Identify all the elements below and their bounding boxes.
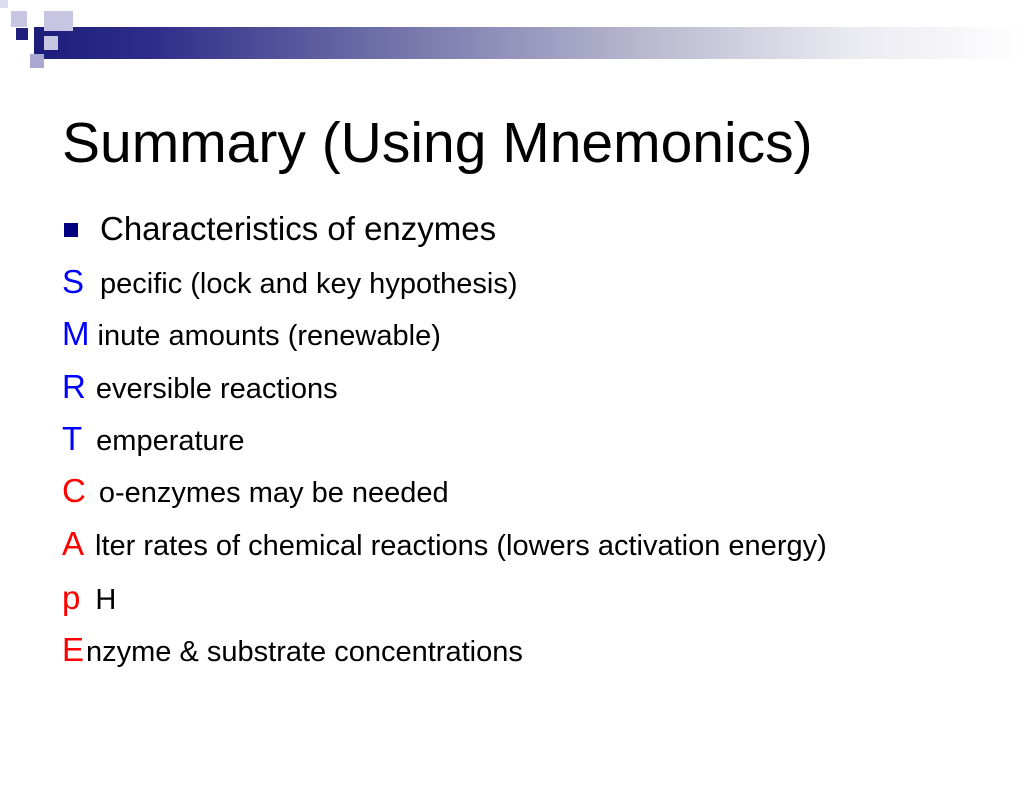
- mnemonic-text: pecific (lock and key hypothesis): [100, 268, 518, 300]
- decorative-square: [0, 0, 8, 8]
- square-bullet-icon: [64, 223, 78, 237]
- mnemonic-text: nzyme & substrate concentrations: [86, 636, 523, 668]
- mnemonic-row: [62, 262, 518, 304]
- mnemonic-row: [62, 419, 244, 461]
- decorative-square: [11, 11, 27, 27]
- mnemonic-letter: E: [62, 631, 85, 668]
- mnemonic-letter: A: [62, 525, 85, 562]
- mnemonic-text: lter rates of chemical reactions (lowers activation energy): [95, 530, 827, 562]
- header-gradient-bar: [34, 27, 1024, 59]
- slide-title: Summary (Using Mnemonics): [62, 111, 813, 175]
- mnemonic-row: [62, 314, 441, 356]
- mnemonic-text: eversible reactions: [95, 373, 338, 405]
- mnemonic-text: inute amounts (renewable): [97, 320, 441, 352]
- mnemonic-row: [62, 524, 827, 566]
- mnemonic-row: [62, 578, 116, 620]
- bullet-item: [64, 208, 496, 250]
- decorative-square: [30, 54, 44, 68]
- mnemonic-text: emperature: [96, 425, 245, 457]
- mnemonic-text: o-enzymes may be needed: [98, 477, 449, 509]
- mnemonic-letter: T: [62, 420, 83, 457]
- mnemonic-row: [62, 471, 449, 513]
- mnemonic-text: H: [95, 584, 117, 616]
- bullet-text: Characteristics of enzymes: [100, 210, 497, 247]
- decorative-square: [16, 28, 28, 40]
- mnemonic-row: [62, 630, 523, 672]
- decorative-square: [44, 36, 58, 50]
- mnemonic-row: [62, 367, 338, 409]
- mnemonic-letter: C: [62, 472, 86, 509]
- mnemonic-letter: R: [62, 368, 86, 405]
- decorative-square: [44, 11, 73, 31]
- mnemonic-letter: S: [62, 263, 85, 300]
- mnemonic-letter: p: [62, 579, 81, 616]
- mnemonic-letter: M: [62, 315, 90, 352]
